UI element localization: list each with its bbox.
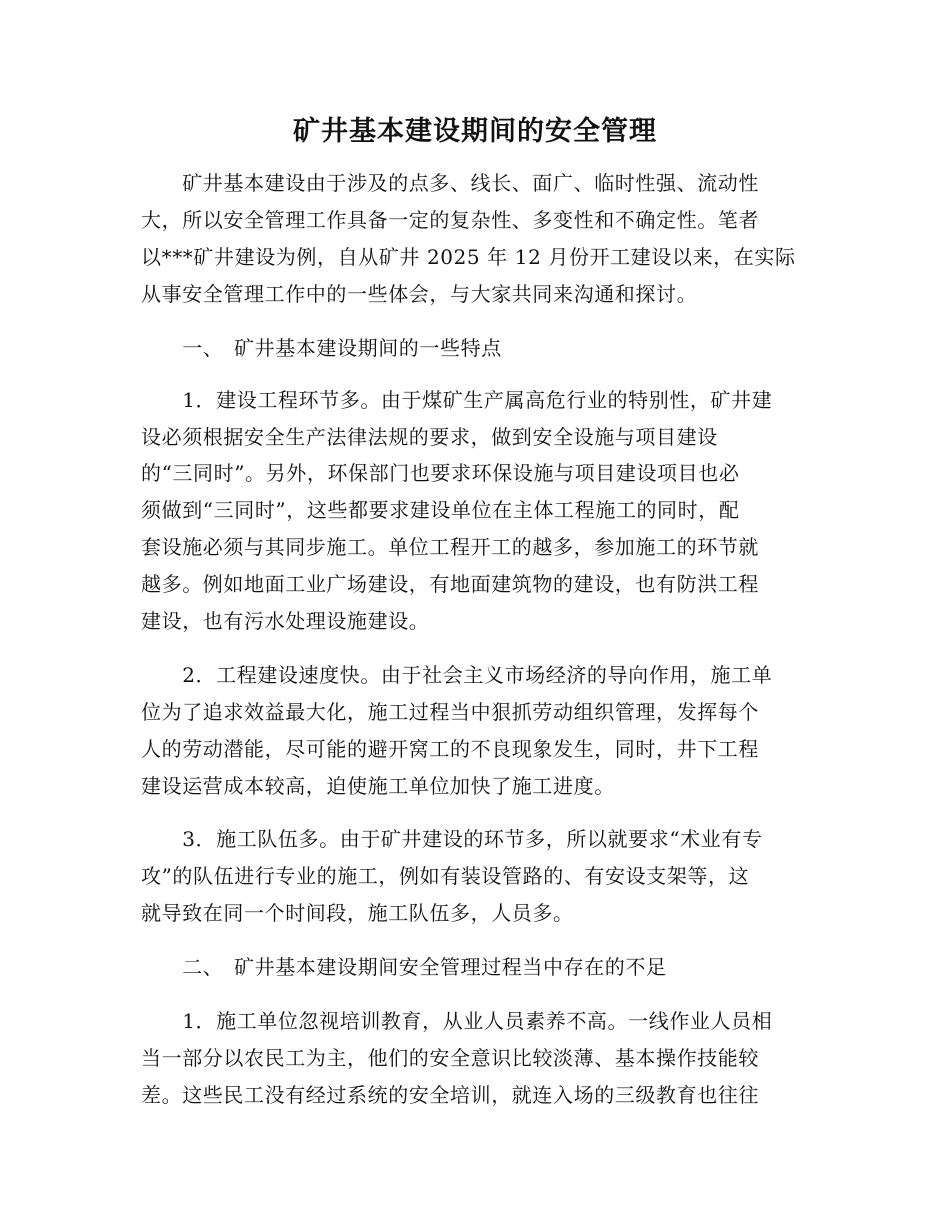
text-line: 的“三同时”。另外，环保部门也要求环保设施与项目建设项目也必 [141, 461, 740, 485]
section-heading: 二、 矿井基本建设期间安全管理过程当中存在的不足 [141, 955, 667, 979]
text-line: 建设，也有污水处理设施建设。 [141, 609, 430, 633]
text-line: 就导致在同一个时间段，施工队伍多，人员多。 [141, 901, 574, 925]
text-line: 大，所以安全管理工作具备一定的复杂性、多变性和不确定性。笔者 [141, 208, 759, 232]
text-line: 差。这些民工没有经过系统的安全培训，就连入场的三级教育也往往 [141, 1083, 759, 1107]
text-line: 设必须根据安全生产法律法规的要求，做到安全设施与项目建设 [141, 425, 718, 449]
text-line: 人的劳动潜能，尽可能的避开窝工的不良现象发生，同时，井下工程 [141, 737, 759, 761]
text-line: 3．施工队伍多。由于矿井建设的环节多，所以就要求“术业有专 [141, 827, 763, 851]
text-line: 1．建设工程环节多。由于煤矿生产属高危行业的特别性，矿井建 [141, 388, 773, 412]
text-line: 建设运营成本较高，迫使施工单位加快了施工进度。 [141, 774, 615, 798]
text-line: 以***矿井建设为例，自从矿井 2025 年 12 月份开工建设以来，在实际 [141, 245, 796, 269]
text-line: 越多。例如地面工业广场建设，有地面建筑物的建设，也有防洪工程 [141, 572, 759, 596]
text-line: 从事安全管理工作中的一些体会，与大家共同来沟通和探讨。 [141, 282, 698, 306]
page-title: 矿井基本建设期间的安全管理 [293, 116, 657, 147]
section-heading: 一、 矿井基本建设期间的一些特点 [141, 336, 502, 360]
text-line: 矿井基本建设由于涉及的点多、线长、面广、临时性强、流动性 [141, 171, 759, 195]
text-line: 须做到“三同时”，这些都要求建设单位在主体工程施工的同时，配 [141, 498, 740, 522]
text-line: 当一部分以农民工为主，他们的安全意识比较淡薄、基本操作技能较 [141, 1046, 759, 1070]
text-line: 套设施必须与其同步施工。单位工程开工的越多，参加施工的环节就 [141, 535, 759, 559]
text-line: 攻”的队伍进行专业的施工，例如有装设管路的、有安设支架等，这 [141, 864, 750, 888]
text-line: 位为了追求效益最大化，施工过程当中狠抓劳动组织管理，发挥每个 [141, 700, 759, 724]
text-line: 1．施工单位忽视培训教育，从业人员素养不高。一线作业人员相 [141, 1009, 773, 1033]
text-line: 2．工程建设速度快。由于社会主义市场经济的导向作用，施工单 [141, 663, 773, 687]
